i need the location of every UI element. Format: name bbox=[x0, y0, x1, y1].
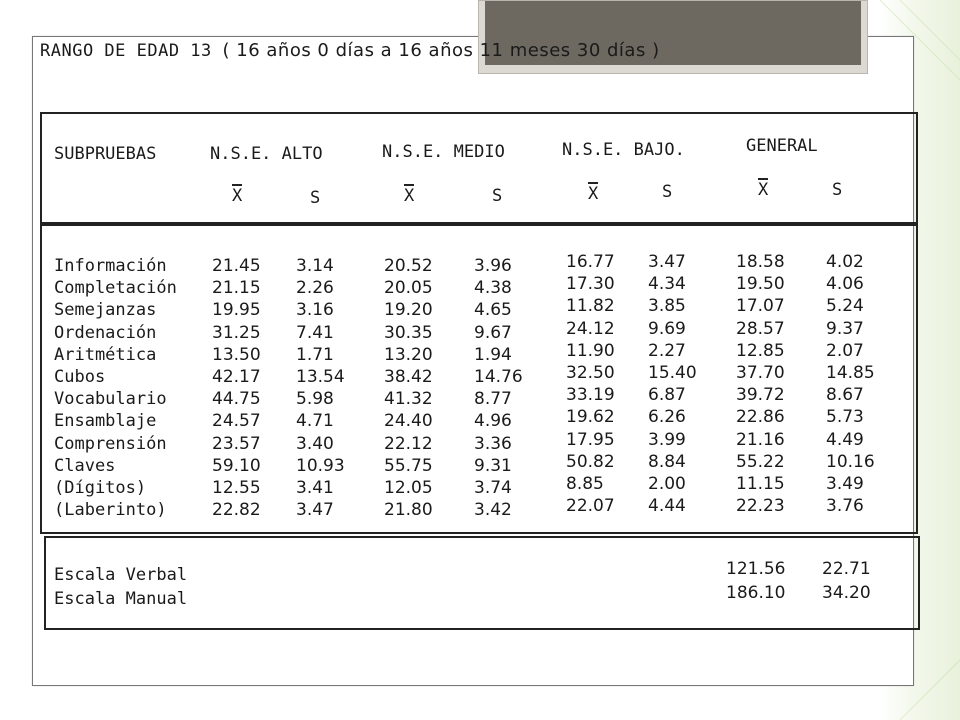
alto-mean: 21.45 bbox=[212, 256, 261, 276]
scale-verbal-mean: 121.56 bbox=[726, 559, 786, 579]
row-label: Ordenación bbox=[54, 322, 157, 343]
alto-sd: 13.54 bbox=[296, 367, 345, 387]
bajo-sd: 2.00 bbox=[648, 474, 686, 494]
row-label: Completación bbox=[54, 278, 177, 299]
general-mean: 18.58 bbox=[736, 252, 785, 272]
general-sd: 4.06 bbox=[826, 274, 864, 295]
mean-symbol-text: X bbox=[588, 184, 599, 204]
medio-sd: 14.76 bbox=[474, 367, 523, 387]
row-label: Aritmética bbox=[54, 344, 157, 365]
bajo-sd: 2.27 bbox=[648, 340, 686, 361]
general-mean: 28.57 bbox=[736, 318, 785, 339]
alto-sd: 1.71 bbox=[296, 344, 334, 365]
general-mean: 37.70 bbox=[736, 363, 785, 383]
medio-mean: 30.35 bbox=[384, 322, 433, 343]
medio-mean: 22.12 bbox=[384, 433, 433, 454]
page-heading bbox=[40, 40, 660, 61]
bajo-mean: 50.82 bbox=[566, 451, 615, 472]
alto-sd: 10.93 bbox=[296, 455, 345, 476]
sd-symbol: S bbox=[662, 182, 673, 202]
medio-sd: 4.38 bbox=[474, 278, 512, 299]
medio-sd: 3.42 bbox=[474, 500, 512, 521]
bajo-sd: 4.44 bbox=[648, 496, 686, 517]
bajo-mean: 16.77 bbox=[566, 252, 615, 272]
bajo-sd: 9.69 bbox=[648, 318, 686, 339]
alto-mean: 42.17 bbox=[212, 367, 261, 387]
bajo-mean: 22.07 bbox=[566, 496, 615, 517]
col-header-general: GENERAL bbox=[746, 136, 818, 156]
row-label: (Dígitos) bbox=[54, 478, 147, 498]
row-label: Información bbox=[54, 256, 167, 276]
mean-symbol bbox=[588, 182, 598, 203]
sd-symbol: S bbox=[492, 186, 503, 206]
row-label: Claves bbox=[54, 455, 116, 476]
alto-mean: 59.10 bbox=[212, 455, 261, 476]
medio-mean: 38.42 bbox=[384, 367, 433, 387]
medio-mean: 24.40 bbox=[384, 411, 433, 432]
medio-sd: 4.65 bbox=[474, 300, 512, 321]
alto-mean: 19.95 bbox=[212, 300, 261, 321]
general-sd: 5.24 bbox=[826, 296, 864, 317]
bajo-mean: 11.82 bbox=[566, 296, 615, 317]
medio-sd: 8.77 bbox=[474, 389, 512, 410]
row-label: Semejanzas bbox=[54, 300, 157, 321]
general-mean: 55.22 bbox=[736, 451, 785, 472]
bajo-mean: 17.30 bbox=[566, 274, 615, 295]
row-label: Vocabulario bbox=[54, 389, 167, 410]
mean-symbol-text: X bbox=[758, 180, 769, 200]
general-sd: 8.67 bbox=[826, 385, 864, 406]
alto-mean: 12.55 bbox=[212, 478, 261, 498]
alto-mean: 22.82 bbox=[212, 500, 261, 521]
medio-sd: 3.36 bbox=[474, 433, 512, 454]
medio-sd: 3.74 bbox=[474, 478, 512, 498]
row-label: Comprensión bbox=[54, 433, 167, 454]
gray-header-box bbox=[478, 0, 868, 74]
general-sd: 9.37 bbox=[826, 318, 864, 339]
bajo-sd: 15.40 bbox=[648, 363, 697, 383]
general-sd: 14.85 bbox=[826, 363, 875, 383]
alto-mean: 31.25 bbox=[212, 322, 261, 343]
general-mean: 22.23 bbox=[736, 496, 785, 517]
bajo-mean: 11.90 bbox=[566, 340, 615, 361]
bajo-sd: 8.84 bbox=[648, 451, 686, 472]
row-label: Ensamblaje bbox=[54, 411, 157, 432]
bajo-mean: 17.95 bbox=[566, 429, 615, 450]
bajo-sd: 6.87 bbox=[648, 385, 686, 406]
bajo-mean: 24.12 bbox=[566, 318, 615, 339]
general-sd: 10.16 bbox=[826, 451, 875, 472]
age-range-detail: ( 16 años 0 días a 16 años 11 meses 30 días ) bbox=[222, 40, 660, 61]
general-mean: 12.85 bbox=[736, 340, 785, 361]
alto-sd: 5.98 bbox=[296, 389, 334, 410]
bajo-sd: 3.85 bbox=[648, 296, 686, 317]
mean-symbol bbox=[232, 184, 242, 205]
medio-sd: 9.67 bbox=[474, 322, 512, 343]
general-sd: 5.73 bbox=[826, 407, 864, 428]
alto-mean: 44.75 bbox=[212, 389, 261, 410]
bajo-sd: 4.34 bbox=[648, 274, 686, 295]
alto-sd: 3.14 bbox=[296, 256, 334, 276]
bajo-mean: 32.50 bbox=[566, 363, 615, 383]
mean-symbol-text: X bbox=[232, 186, 243, 206]
scale-manual-mean: 186.10 bbox=[726, 583, 786, 603]
col-header-bajo: N.S.E. BAJO. bbox=[562, 140, 685, 160]
bajo-mean: 8.85 bbox=[566, 474, 604, 494]
bajo-sd: 3.47 bbox=[648, 252, 686, 272]
mean-symbol-text: X bbox=[404, 186, 415, 206]
sd-symbol: S bbox=[310, 188, 321, 208]
bajo-mean: 33.19 bbox=[566, 385, 615, 406]
medio-mean: 12.05 bbox=[384, 478, 433, 498]
alto-sd: 3.40 bbox=[296, 433, 334, 454]
medio-mean: 41.32 bbox=[384, 389, 433, 410]
medio-mean: 55.75 bbox=[384, 455, 433, 476]
age-range-label: RANGO DE EDAD 13 bbox=[40, 41, 212, 61]
alto-sd: 3.47 bbox=[296, 500, 334, 521]
alto-sd: 3.16 bbox=[296, 300, 334, 321]
general-mean: 21.16 bbox=[736, 429, 785, 450]
general-mean: 11.15 bbox=[736, 474, 785, 494]
medio-sd: 4.96 bbox=[474, 411, 512, 432]
alto-sd: 3.41 bbox=[296, 478, 334, 498]
col-header-alto: N.S.E. ALTO bbox=[210, 144, 323, 164]
alto-sd: 2.26 bbox=[296, 278, 334, 299]
mean-symbol bbox=[404, 184, 414, 205]
col-header-medio: N.S.E. MEDIO bbox=[382, 142, 505, 162]
general-mean: 39.72 bbox=[736, 385, 785, 406]
alto-mean: 13.50 bbox=[212, 344, 261, 365]
row-label: (Laberinto) bbox=[54, 500, 167, 521]
bajo-mean: 19.62 bbox=[566, 407, 615, 428]
bajo-sd: 6.26 bbox=[648, 407, 686, 428]
col-header-subpruebas: SUBPRUEBAS bbox=[54, 144, 157, 164]
alto-mean: 24.57 bbox=[212, 411, 261, 432]
alto-mean: 21.15 bbox=[212, 278, 261, 299]
general-sd: 2.07 bbox=[826, 340, 864, 361]
general-mean: 19.50 bbox=[736, 274, 785, 295]
medio-sd: 3.96 bbox=[474, 256, 512, 276]
scale-manual-sd: 34.20 bbox=[822, 583, 871, 603]
general-mean: 17.07 bbox=[736, 296, 785, 317]
general-sd: 4.02 bbox=[826, 252, 864, 272]
general-sd: 3.76 bbox=[826, 496, 864, 517]
mean-symbol bbox=[758, 178, 768, 199]
general-sd: 4.49 bbox=[826, 429, 864, 450]
header-box bbox=[40, 112, 918, 224]
medio-mean: 20.52 bbox=[384, 256, 433, 276]
alto-sd: 7.41 bbox=[296, 322, 334, 343]
alto-mean: 23.57 bbox=[212, 433, 261, 454]
medio-mean: 21.80 bbox=[384, 500, 433, 521]
medio-mean: 13.20 bbox=[384, 344, 433, 365]
general-sd: 3.49 bbox=[826, 474, 864, 494]
scale-verbal-sd: 22.71 bbox=[822, 559, 871, 579]
medio-mean: 19.20 bbox=[384, 300, 433, 321]
scale-label-manual: Escala Manual bbox=[54, 589, 188, 609]
general-mean: 22.86 bbox=[736, 407, 785, 428]
medio-mean: 20.05 bbox=[384, 278, 433, 299]
row-label: Cubos bbox=[54, 367, 106, 387]
scale-label-verbal: Escala Verbal bbox=[54, 565, 188, 585]
medio-sd: 1.94 bbox=[474, 344, 512, 365]
medio-sd: 9.31 bbox=[474, 455, 512, 476]
sd-symbol: S bbox=[832, 180, 843, 200]
bajo-sd: 3.99 bbox=[648, 429, 686, 450]
alto-sd: 4.71 bbox=[296, 411, 334, 432]
